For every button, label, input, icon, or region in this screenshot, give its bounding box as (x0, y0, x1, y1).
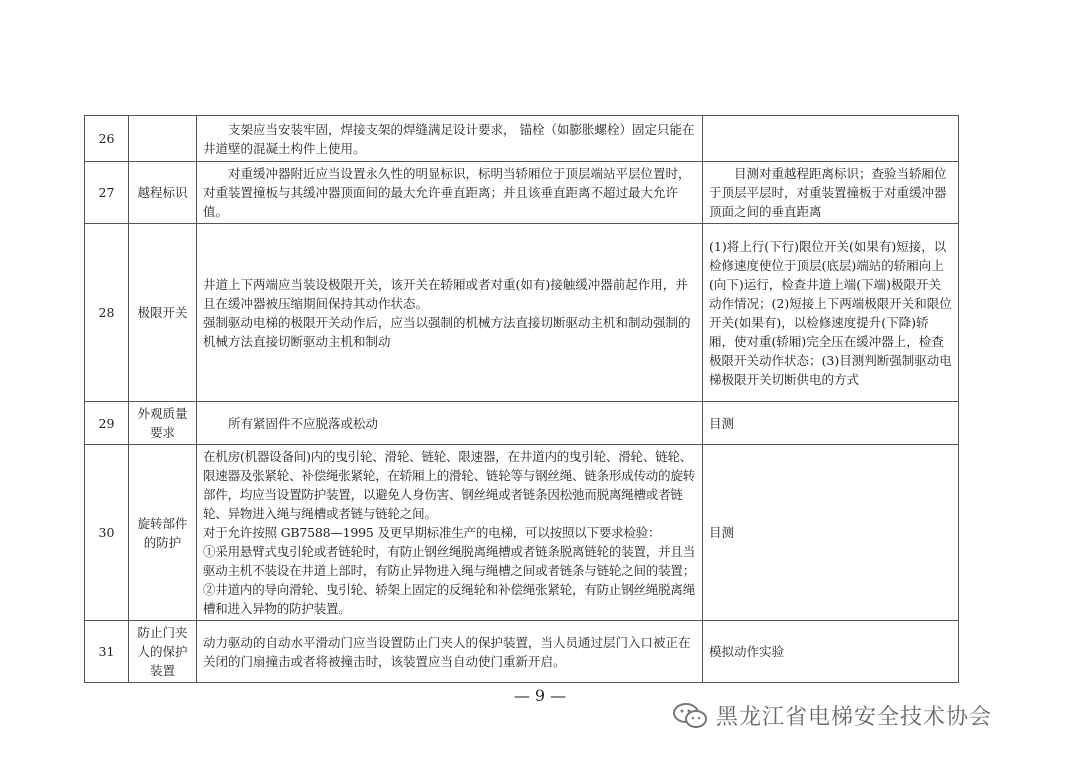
requirement-text: 动力驱动的自动水平滑动门应当设置防止门夹人的保护装置，当人员通过层门入口被正在关闭的门扇撞击或者将被撞击时，该装置应当自动使门重新开启。 (197, 621, 703, 683)
requirement-text: ②井道内的导向滑轮、曳引轮、轿架上固定的反绳轮和补偿绳张紧轮，有防止钢丝绳脱离绳槽和进入异物的防护装置。 (203, 582, 696, 616)
requirement-text: 支架应当安装牢固，焊接支架的焊缝满足设计要求， 锚栓（如膨胀螺栓）固定只能在井道壁的混凝土构件上使用。 (197, 116, 703, 162)
row-number: 26 (85, 116, 129, 162)
watermark (672, 700, 992, 731)
requirement-text: ①采用悬臂式曳引轮或者链轮时，有防止钢丝绳脱离绳槽或者链条脱离链轮的装置，并且当驱动主机不装设在井道上部时，有防止异物进入绳与绳槽之间或者链条与链轮之间的装置； (203, 544, 696, 578)
method-text: 目测 (703, 402, 959, 445)
table-row (85, 116, 959, 162)
row-number: 28 (85, 224, 129, 402)
requirement-text: 对于允许按照 GB7588—1995 及更早期标准生产的电梯，可以按照以下要求检验： (203, 525, 661, 540)
method-text: 目测对重越程距离标识；查验当轿厢位于顶层平层时，对重装置撞板于对重缓冲器顶面之间的垂直距离 (703, 162, 959, 224)
row-number: 31 (85, 621, 129, 683)
row-number: 27 (85, 162, 129, 224)
table-row (85, 445, 959, 621)
method-text: 目测 (703, 445, 959, 621)
requirement-text: 对重缓冲器附近应当设置永久性的明显标识，标明当轿厢位于顶层端站平层位置时，对重装置撞板与其缓冲器顶面间的最大允许垂直距离；并且该垂直距离不超过最大允许值。 (197, 162, 703, 224)
table-row (85, 162, 959, 224)
requirement-text: 所有紧固件不应脱落或松动 (197, 402, 703, 445)
item-name (129, 116, 197, 162)
item-name: 极限开关 (129, 224, 197, 402)
row-number: 29 (85, 402, 129, 445)
inspection-table (84, 115, 959, 683)
table-row (85, 621, 959, 683)
requirement-text: 在机房(机器设备间)内的曳引轮、滑轮、链轮、限速器，在井道内的曳引轮、滑轮、链轮、限速器及张紧轮、补偿绳张紧轮，在轿厢上的滑轮、链轮等与钢丝绳、链条形成传动的旋转部件，均应当设置防护装置，以避免人身伤害、钢丝绳或者链条因松弛而脱离绳槽或者链轮、异物进入绳与绳槽或者链与链轮之间。 (203, 449, 696, 521)
table-row (85, 224, 959, 402)
method-text (703, 116, 959, 162)
requirement-cell (197, 445, 703, 621)
requirement-text: 井道上下两端应当装设极限开关，该开关在轿厢或者对重(如有)接触缓冲器前起作用，并且在缓冲器被压缩期间保持其动作状态。 (203, 276, 688, 311)
wechat-icon (672, 702, 708, 730)
method-text: (1)将上行(下行)限位开关(如果有)短接，以检修速度使位于顶层(底层)端站的轿厢向上(向下)运行，检查井道上端(下端)极限开关动作情况；(2)短接上下两端极限开关和限位开关(如果有)，以检修速度提升(下降)轿厢，使对重(轿厢)完全压在缓冲器上，检查极限开关动作状态；(3)目测判断强制驱动电梯极限开关切断供电的方式 (703, 224, 959, 402)
item-name: 外观质量要求 (129, 402, 197, 445)
watermark-text: 黑龙江省电梯安全技术协会 (716, 705, 993, 730)
item-name: 旋转部件的防护 (129, 445, 197, 621)
item-name: 越程标识 (129, 162, 197, 224)
page-number: — 9 — (513, 686, 567, 705)
method-text: 模拟动作实验 (703, 621, 959, 683)
requirement-cell (197, 224, 703, 402)
table-row (85, 402, 959, 445)
row-number: 30 (85, 445, 129, 621)
requirement-text: 强制驱动电梯的极限开关动作后，应当以强制的机械方法直接切断驱动主机和制动强制的机械方法直接切断驱动主机和制动 (203, 314, 691, 349)
item-name: 防止门夹人的保护装置 (129, 621, 197, 683)
